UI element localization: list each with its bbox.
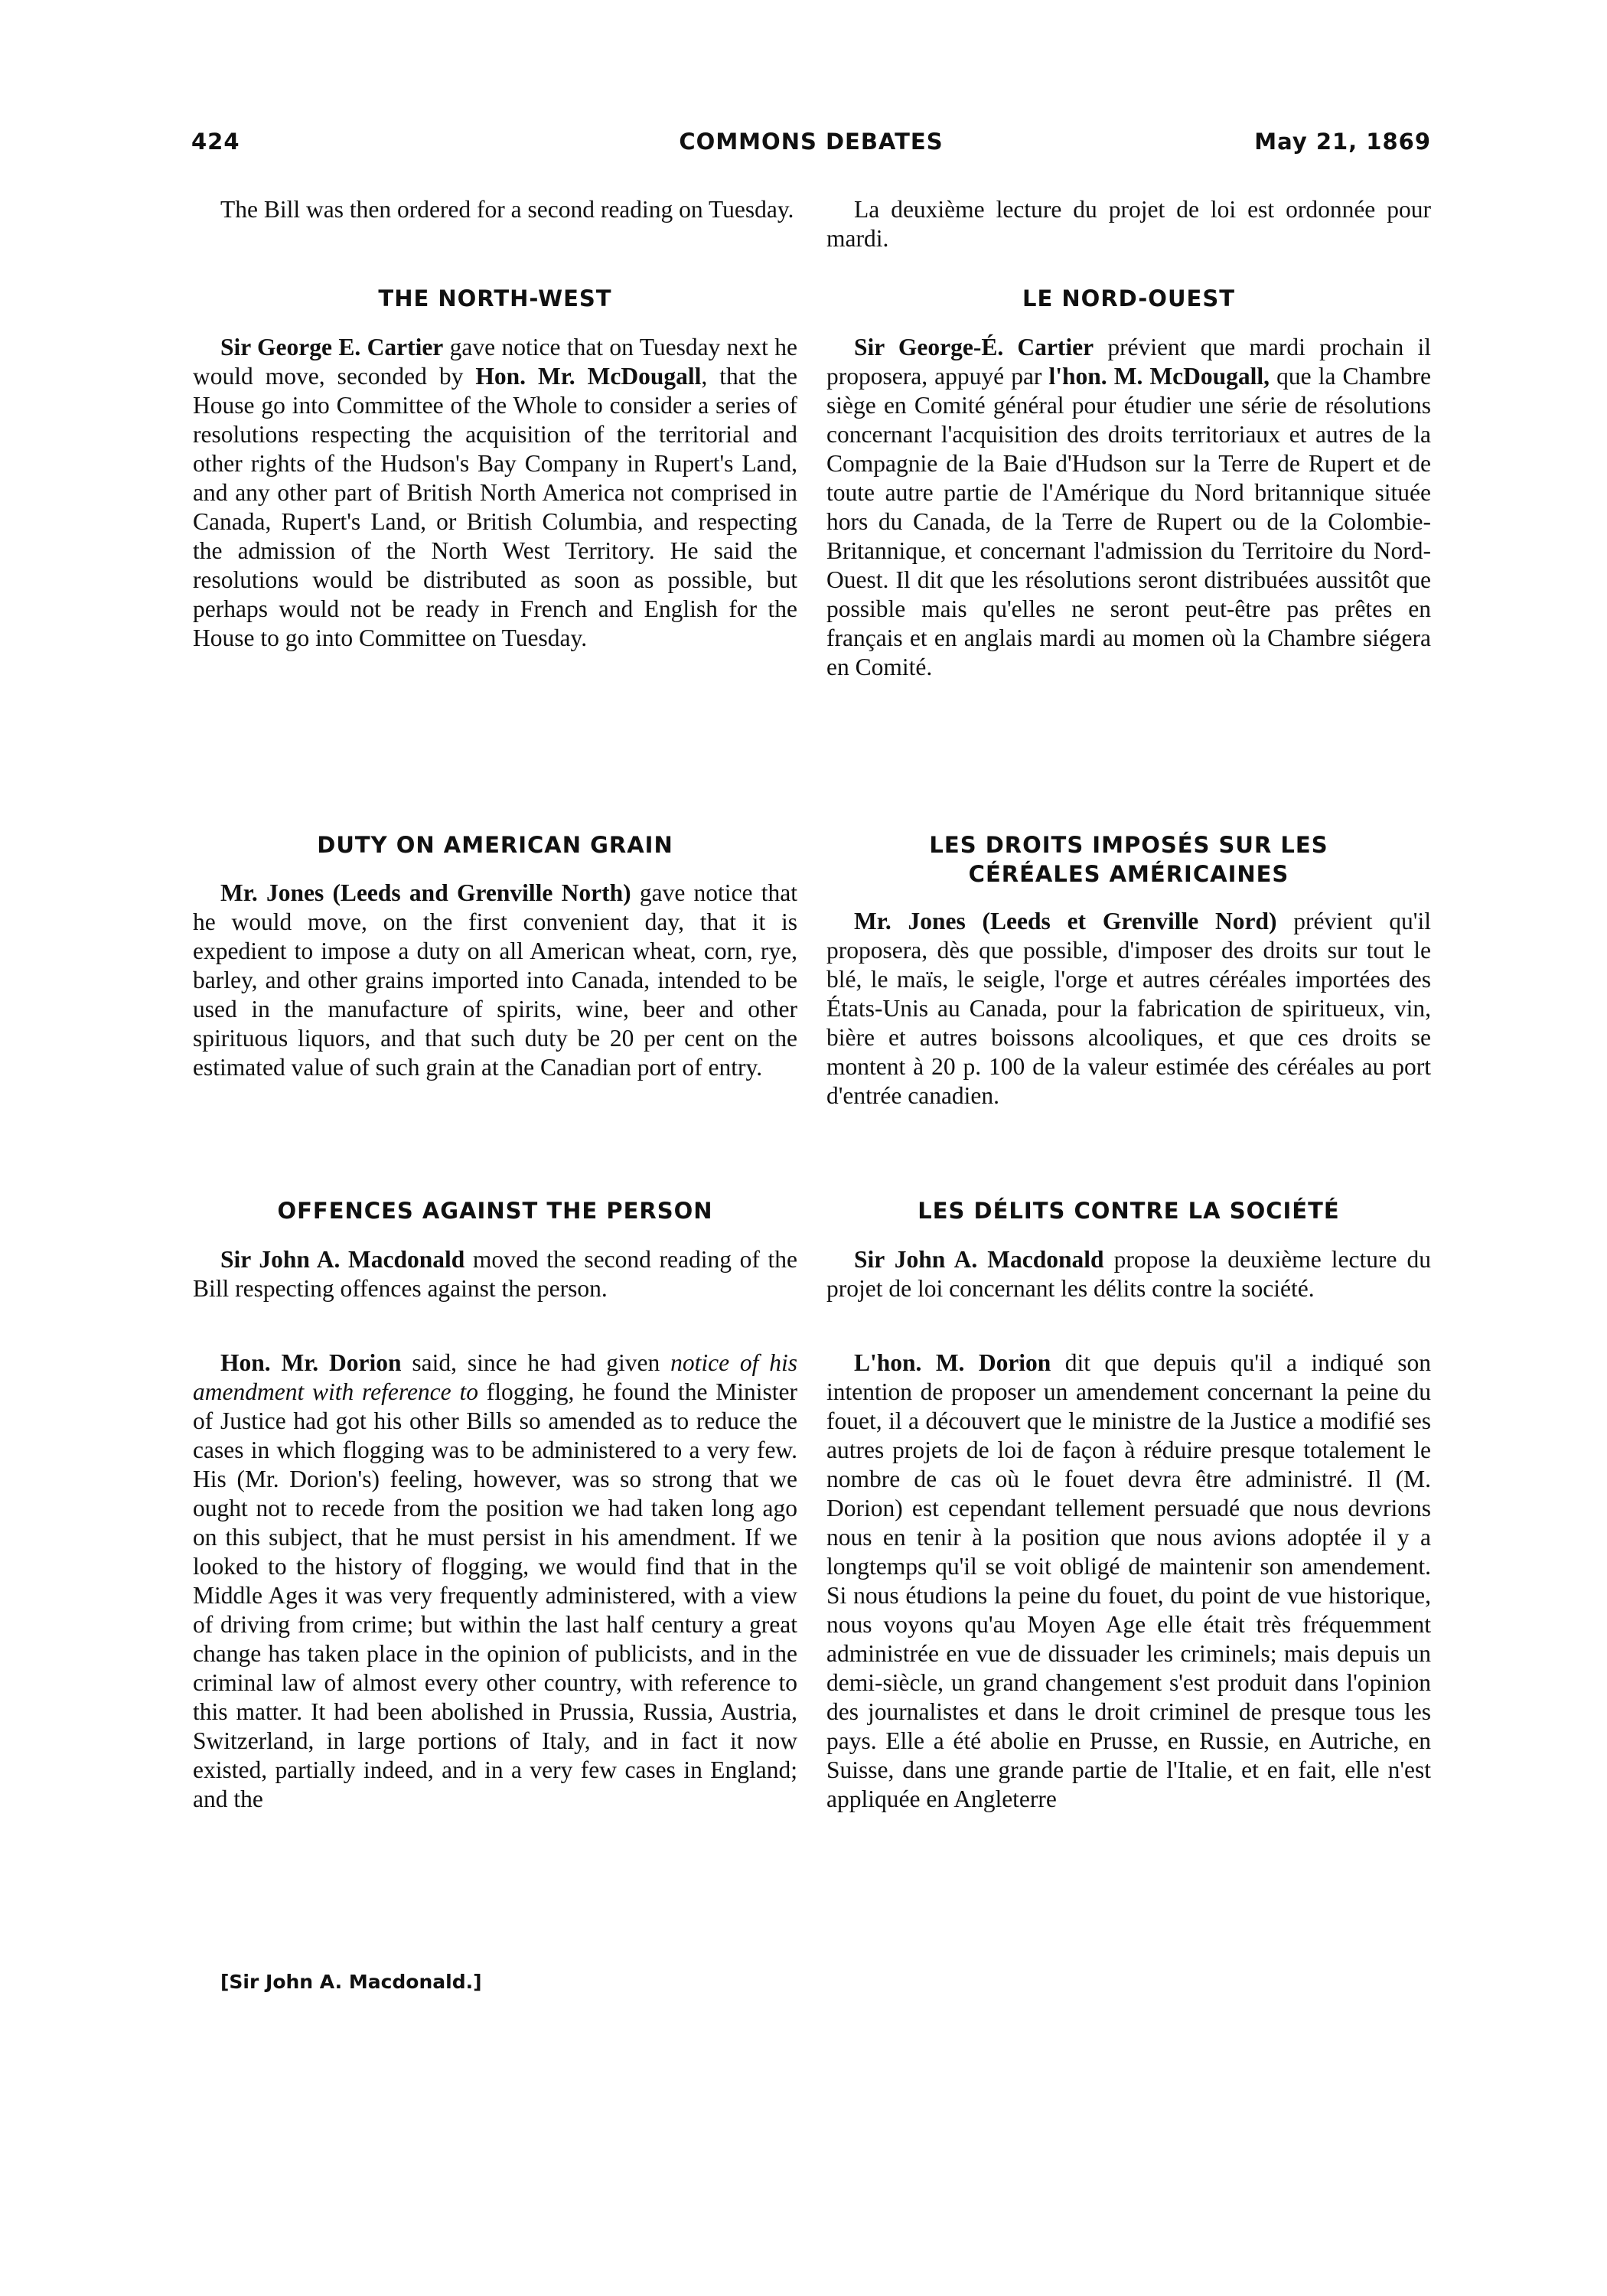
paragraph-macdonald-motion	[193, 1245, 797, 1303]
paragraph-text: moved the second reading of the Bill respecting offences against the person.	[193, 1246, 797, 1302]
paragraph-text: flogging, he found the Minister of Justice had got his other Bills so amended as to reduce the cases in which flogging was to be administered to a very few. His (Mr. Dorion's) feeling, however, was so strong that we ought not to recede from the position we had taken long ago on this subject, that he must persist in his amendment. If we looked to the history of flogging, we would find that in the Middle Ages it was very frequently administered, with a view of driving from crime; but within the last half century a great change has taken place in the opinion of publicists, and in the criminal law of almost every other country, with reference to this matter. It had been abolished in Prussia, Russia, Austria, Switzerland, in large portions of Italy, and in fact it now existed, partially indeed, and in a very few cases in England; and the	[193, 1378, 797, 1812]
seconder-name: Hon. Mr. McDougall	[475, 363, 702, 390]
paragraph-jones-notice	[826, 907, 1431, 1110]
page-date: May 21, 1869	[1254, 129, 1431, 155]
speaker-name: Sir George E. Cartier	[220, 334, 444, 360]
seconder-name: l'hon. M. McDougall,	[1048, 363, 1270, 390]
speaker-name: L'hon. M. Dorion	[854, 1349, 1051, 1376]
paragraph-text: propose la deuxième lecture du projet de loi concernant les délits contre la société.	[826, 1246, 1431, 1302]
paragraph-italic-text: notice of his amendment with reference to	[193, 1349, 797, 1405]
paragraph-text: gave notice that on Tuesday next he would move, seconded by	[193, 334, 797, 390]
section-heading-offences: OFFENCES AGAINST THE PERSON	[277, 1198, 713, 1224]
section-heading-duty-on-american-grain: DUTY ON AMERICAN GRAIN	[317, 832, 673, 858]
speaker-name: Mr. Jones (Leeds et Grenville Nord)	[854, 908, 1277, 934]
paragraph-text: que la Chambre siège en Comité général pour étudier une série de résolutions concernant l'acquisition des droits territoriaux et autres de la Compagnie de la Baie d'Hudson sur la Terre de Rupert et de toute autre partie de l'Amérique du Nord britannique située hors du Canada, de la Terre de Rupert ou de la Colombie-Britannique, et concernant l'admission du Territoire du Nord-Ouest. Il dit que les résolutions seront distribuées aussitôt que possible mais qu'elles ne seront peut-être pas prêtes en français et en anglais mardi au momen où la Chambre siégera en Comité.	[826, 363, 1431, 680]
section-heading-droits-cereales: LES DROITS IMPOSÉS SUR LES CÉRÉALES AMÉRICAINES	[929, 832, 1328, 887]
page-number: 424	[191, 129, 240, 155]
speaker-name: Hon. Mr. Dorion	[220, 1349, 402, 1376]
paragraph-dorion-speech	[826, 1349, 1431, 1814]
paragraph-text: dit que depuis qu'il a indiqué son intention de proposer un amendement concernant la peine du fouet, il a découvert que le ministre de la Justice a modifié ses autres projets de loi de façon à réduire presque totalement le nombre de cas où le fouet devra être administré. Il (M. Dorion) est cependant tellement persuadé que nous devrions nous en tenir à la position que nous avions adoptée il y a longtemps qu'il se voit obligé de maintenir son amendement. Si nous étudions la peine du fouet, du point de vue historique, nous voyons qu'au Moyen Age elle était très fréquemment administrée en vue de dissuader les criminels; mais depuis un demi-siècle, un grand changement s'est produit dans l'opinion des journalistes et dans le droit criminel de presque tous les pays. Elle a été abolie en Prusse, en Russie, en Autriche, en Suisse, dans une grande partie de l'Italie, et en fait, elle n'est appliquée en Angleterre	[826, 1349, 1431, 1812]
paragraph-text: , that the House go into Committee of the Whole to consider a series of resolutions respecting the acquisition of the territorial and other rights of the Hudson's Bay Company in Rupert's Land, and any other part of British North America not comprised in Canada, Rupert's Land, or British Columbia, and respecting the admission of the North West Territory. He said the resolutions would be distributed as soon as possible, but perhaps would not be ready in French and English for the House to go into Committee on Tuesday.	[193, 363, 798, 651]
paragraph-text: prévient que mardi prochain il proposera, appuyé par	[826, 334, 1432, 390]
speaker-name: Sir John A. Macdonald	[854, 1246, 1104, 1273]
paragraph-macdonald-motion	[826, 1245, 1431, 1303]
page-header	[191, 129, 1431, 167]
paragraph-cartier-notice	[826, 333, 1431, 682]
speaker-name: Mr. Jones (Leeds and Grenville North)	[220, 879, 631, 906]
paragraph-cartier-notice	[193, 333, 797, 653]
footer-speaker-note: [Sir John A. Macdonald.]	[220, 1971, 482, 1993]
running-title: COMMONS DEBATES	[679, 129, 944, 155]
paragraph-dorion-speech	[193, 1349, 797, 1814]
intro-paragraph: The Bill was then ordered for a second reading on Tuesday.	[220, 196, 794, 223]
section-heading-nord-ouest: LE NORD-OUEST	[1022, 285, 1235, 311]
speaker-name: Sir John A. Macdonald	[220, 1246, 465, 1273]
paragraph-text: said, since he had given	[401, 1349, 671, 1376]
section-heading-delits: LES DÉLITS CONTRE LA SOCIÉTÉ	[918, 1198, 1340, 1224]
paragraph-jones-notice	[193, 879, 797, 1082]
intro-paragraph: La deuxième lecture du projet de loi est ordonnée pour mardi.	[826, 196, 1431, 252]
speaker-name: Sir George-É. Cartier	[854, 334, 1094, 360]
paragraph-text: prévient qu'il proposera, dès que possible, d'imposer des droits sur tout le blé, le maïs, le seigle, l'orge et autres céréales importées des États-Unis au Canada, pour la fabrication de spiritueux, vin, bière et autres boissons alcooliques, et que ces droits se montent à 20 p. 100 de la valeur estimée des céréales au port d'entrée canadien.	[826, 908, 1431, 1109]
section-heading-north-west: THE NORTH-WEST	[378, 285, 612, 311]
paragraph-text: gave notice that he would move, on the first convenient day, that it is expedient to impose a duty on all American wheat, corn, rye, barley, and other grains imported into Canada, intended to be used in the manufacture of spirits, wine, beer and other spirituous liquors, and that such duty be 20 per cent on the estimated value of such grain at the Canadian port of entry.	[193, 879, 797, 1081]
